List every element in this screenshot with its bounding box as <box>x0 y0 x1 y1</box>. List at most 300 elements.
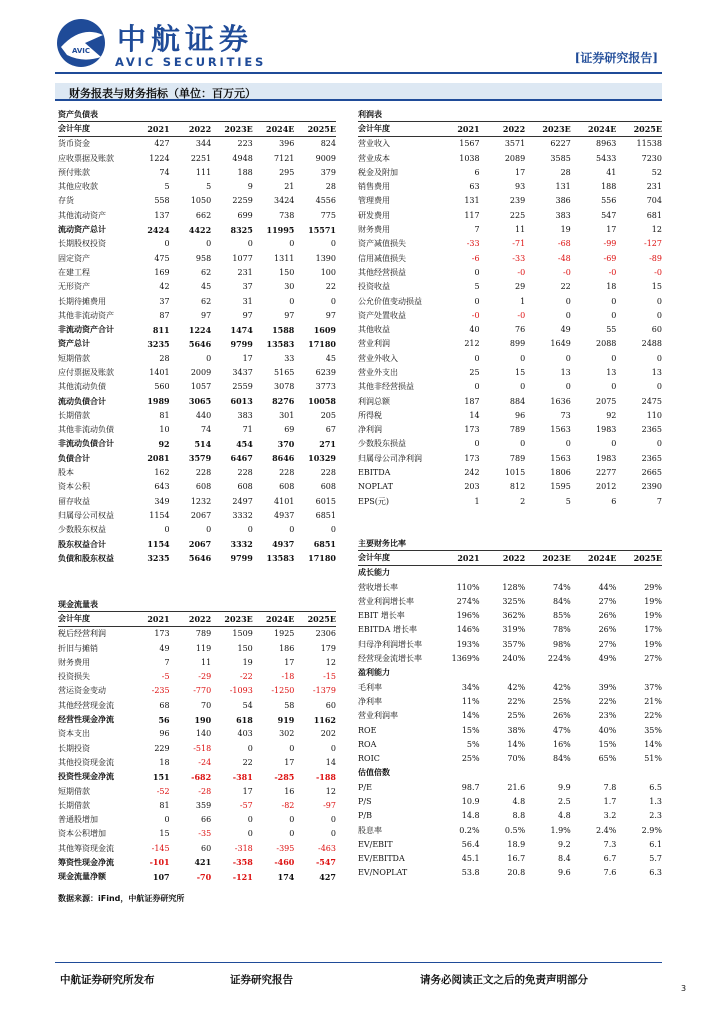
row-value: 1588 <box>272 324 295 335</box>
row-value: 60 <box>325 700 336 710</box>
row-label: 筹资性现金净流 <box>58 856 114 867</box>
table-title-text: 现金流量表 <box>58 599 98 610</box>
row-value: 16 <box>284 786 295 796</box>
row-value: 196% <box>456 611 480 621</box>
row-value: 15 <box>515 367 526 377</box>
row-label: 归母净利润增长率 <box>358 639 422 649</box>
row-value: 240% <box>502 654 526 664</box>
row-label: 其他应收款 <box>58 182 98 192</box>
table-row <box>358 623 662 637</box>
row-value: 47% <box>553 725 571 735</box>
table-row <box>358 465 662 479</box>
row-value: 699 <box>237 210 253 220</box>
row-value: 1154 <box>149 510 170 520</box>
row-value: 4.8 <box>512 796 526 806</box>
row-value: 0 <box>611 296 617 306</box>
row-value: 12 <box>651 225 662 235</box>
row-value: 0 <box>474 439 480 449</box>
row-value: 5.7 <box>649 854 662 864</box>
row-value: 15571 <box>308 224 336 235</box>
row-value: 0 <box>330 743 336 753</box>
data-source-note: 数据来源：iFind，中航证券研究所 <box>58 894 185 903</box>
row-value: 662 <box>195 210 212 220</box>
row-value: 173 <box>464 453 480 463</box>
row-value: 643 <box>154 482 170 492</box>
row-value: 28 <box>159 353 170 363</box>
table-row <box>58 827 336 841</box>
table-row <box>358 294 662 308</box>
row-value: 28 <box>325 182 336 192</box>
table-row <box>58 151 336 165</box>
row-value: 63 <box>469 182 480 192</box>
row-label: 营业收入 <box>358 139 390 149</box>
row-value: 62 <box>201 267 212 277</box>
row-value: 4422 <box>188 224 212 235</box>
table-row <box>358 308 662 322</box>
row-label: 其他经营现金流 <box>58 700 114 710</box>
row-value: 16.7 <box>507 854 526 864</box>
row-value: 2009 <box>190 367 212 377</box>
row-value: 228 <box>195 468 212 478</box>
row-value: 146% <box>456 625 480 635</box>
table-row <box>58 508 336 522</box>
row-value: 0 <box>247 815 253 825</box>
row-value: 2.9% <box>641 825 662 835</box>
row-value: 40% <box>598 725 617 735</box>
row-value: 27% <box>644 654 662 664</box>
row-label: 其他投资现金流 <box>58 757 114 767</box>
row-label: 资产处置收益 <box>358 310 406 320</box>
table-row <box>58 237 336 251</box>
row-value: 1474 <box>230 324 253 335</box>
row-value: 8276 <box>272 396 295 407</box>
avic-logo-icon <box>55 17 107 69</box>
row-value: 173 <box>464 425 480 435</box>
row-value: 5 <box>565 496 571 506</box>
row-value: -29 <box>198 672 212 682</box>
row-value: 13583 <box>266 338 295 349</box>
row-value: 3.2 <box>603 811 617 821</box>
table-row <box>358 208 662 222</box>
row-value: -33 <box>512 253 526 263</box>
row-value: -97 <box>323 800 336 810</box>
row-label: 净利率 <box>358 696 382 706</box>
row-value: 51% <box>644 754 662 764</box>
row-value: 6.7 <box>603 854 617 864</box>
row-label: 会计年度 <box>358 123 390 134</box>
row-value: 2021 <box>147 123 170 134</box>
row-value: 2365 <box>641 425 662 435</box>
table-row <box>58 165 336 179</box>
table-row <box>58 380 336 394</box>
row-value: 54 <box>242 700 253 710</box>
row-value: 427 <box>154 139 170 149</box>
row-label: 毛利率 <box>358 682 382 692</box>
table-row <box>358 637 662 651</box>
row-label: 其他筹资现金流 <box>58 843 114 853</box>
row-label: 会计年度 <box>58 613 90 624</box>
row-value: 0 <box>289 525 295 535</box>
row-value: 11538 <box>636 139 662 149</box>
ratio-group-label: 盈利能力 <box>358 667 390 678</box>
row-value: 49% <box>598 654 617 664</box>
table-row <box>58 627 336 641</box>
row-value: 1038 <box>459 153 480 163</box>
row-value: 62 <box>201 296 212 306</box>
row-value: 25% <box>507 711 526 721</box>
row-label: EV/NOPLAT <box>358 868 408 878</box>
row-value: 2025E <box>307 613 336 624</box>
row-value: 4948 <box>232 153 253 163</box>
row-value: 1390 <box>315 253 336 263</box>
row-value: 7.6 <box>603 868 617 878</box>
row-value: -35 <box>198 829 212 839</box>
table-total-row <box>58 712 336 726</box>
row-value: 205 <box>320 410 336 420</box>
row-value: 0 <box>656 296 662 306</box>
row-value: 44% <box>598 582 617 592</box>
row-value: 3571 <box>504 139 526 149</box>
row-value: 5 <box>206 182 212 192</box>
row-value: 15% <box>461 725 480 735</box>
row-value: 97 <box>284 310 295 320</box>
row-value: 25% <box>461 754 480 764</box>
row-value: 15 <box>651 282 662 292</box>
row-value: 17% <box>644 625 662 635</box>
row-value: 1077 <box>232 253 253 263</box>
row-value: -318 <box>234 843 253 853</box>
row-value: 2024E <box>266 613 295 624</box>
row-value: 45 <box>325 353 336 363</box>
row-value: 1.7 <box>603 796 617 806</box>
table-row <box>58 294 336 308</box>
row-value: 42% <box>553 682 571 692</box>
row-value: 403 <box>237 729 253 739</box>
row-label: 投资损失 <box>58 672 90 682</box>
row-value: 2021 <box>457 123 480 134</box>
row-value: 169 <box>154 267 170 277</box>
row-label: EPS(元) <box>358 496 389 506</box>
table-row <box>358 608 662 622</box>
row-label: 应付票据及账款 <box>58 367 114 377</box>
table-row <box>358 351 662 365</box>
row-label: 投资收益 <box>358 282 390 292</box>
row-value: -69 <box>603 253 617 263</box>
row-value: 2.4% <box>596 825 617 835</box>
table-title-text: 利润表 <box>358 109 382 120</box>
row-value: 919 <box>277 714 295 725</box>
row-value: 2.3 <box>649 811 662 821</box>
row-value: 69 <box>284 425 295 435</box>
row-value: 1563 <box>550 453 571 463</box>
row-value: 10 <box>159 425 170 435</box>
row-value: 3773 <box>315 382 336 392</box>
row-value: 812 <box>509 482 526 492</box>
row-label: 税金及附加 <box>358 167 398 177</box>
row-value: 22 <box>242 757 253 767</box>
footer-report-type: 证券研究报告 <box>230 974 293 986</box>
row-value: 2022 <box>188 613 212 624</box>
row-value: 8963 <box>596 139 617 149</box>
row-value: -0 <box>517 267 526 277</box>
row-label: 应收票据及账款 <box>58 153 114 163</box>
row-value: 6.1 <box>649 839 662 849</box>
row-label: 股息率 <box>358 825 382 835</box>
row-value: 2025E <box>633 552 662 563</box>
row-label: EBITDA <box>358 468 391 478</box>
footer-disclaimer: 请务必阅读正文之后的免责声明部分 <box>420 974 588 986</box>
table-row <box>358 237 662 251</box>
row-value: 454 <box>236 438 253 449</box>
row-label: 其他非流动资产 <box>58 310 114 320</box>
row-label: P/B <box>358 811 372 821</box>
table-row <box>58 465 336 479</box>
row-value: 21.6 <box>507 782 526 792</box>
row-label: 资产减值损失 <box>358 239 406 249</box>
row-value: 1595 <box>550 482 571 492</box>
row-value: 12 <box>325 786 336 796</box>
row-value: 547 <box>601 210 617 220</box>
row-value: 98.7 <box>461 782 480 792</box>
row-value: 223 <box>237 139 253 149</box>
row-value: -22 <box>239 672 253 682</box>
row-value: -460 <box>274 857 295 868</box>
row-value: 1057 <box>190 382 212 392</box>
row-value: 2259 <box>232 196 253 206</box>
table-header-row <box>58 122 336 136</box>
table-row <box>358 408 662 422</box>
row-value: 5 <box>474 282 480 292</box>
row-value: 66 <box>201 815 212 825</box>
table-row <box>358 723 662 737</box>
table-row <box>358 480 662 494</box>
row-value: 0 <box>206 525 212 535</box>
row-value: 0 <box>611 382 617 392</box>
row-value: -121 <box>232 871 253 882</box>
row-value: -18 <box>281 672 295 682</box>
row-value: 0 <box>330 525 336 535</box>
row-value: 231 <box>237 267 253 277</box>
table-row <box>358 651 662 665</box>
row-value: 2075 <box>596 396 617 406</box>
row-value: 117 <box>464 210 480 220</box>
row-value: 9009 <box>315 153 336 163</box>
row-value: 3585 <box>550 153 571 163</box>
row-label: 其他流动资产 <box>58 210 106 220</box>
row-label: 货币资金 <box>58 139 90 149</box>
row-value: 608 <box>279 482 295 492</box>
row-value: 3579 <box>188 453 212 464</box>
row-value: 2022 <box>502 123 526 134</box>
row-value: 228 <box>320 468 336 478</box>
row-value: 3078 <box>274 382 295 392</box>
row-value: 49 <box>159 643 170 653</box>
row-value: -127 <box>643 239 662 249</box>
row-label: 资产总计 <box>58 338 90 349</box>
table-row <box>58 179 336 193</box>
row-value: 21% <box>644 696 662 706</box>
row-value: 2277 <box>596 468 617 478</box>
row-value: 6239 <box>315 367 336 377</box>
ratio-group-title <box>358 566 662 580</box>
row-value: 34% <box>461 682 480 692</box>
row-value: 228 <box>237 468 253 478</box>
row-label: EV/EBITDA <box>358 854 405 864</box>
row-value: 188 <box>237 167 253 177</box>
row-value: 0 <box>164 239 170 249</box>
row-value: 2475 <box>641 396 662 406</box>
row-value: -235 <box>151 686 170 696</box>
row-value: 4556 <box>315 196 336 206</box>
row-value: 10329 <box>308 453 336 464</box>
row-value: 60 <box>201 843 212 853</box>
row-label: ROIC <box>358 754 380 764</box>
table-row <box>58 669 336 683</box>
row-value: 70% <box>507 754 526 764</box>
row-value: 362% <box>502 611 526 621</box>
row-label: P/E <box>358 782 372 792</box>
row-value: 162 <box>154 468 170 478</box>
row-label: 短期借款 <box>58 786 90 796</box>
section-title: 财务报表与财务指标（单位：百万元） <box>69 87 256 100</box>
row-value: -358 <box>232 857 253 868</box>
row-value: 556 <box>601 196 617 206</box>
row-value: 19 <box>242 657 253 667</box>
table-total-row <box>58 437 336 451</box>
row-value: 92 <box>606 410 617 420</box>
row-value: 17180 <box>308 338 336 349</box>
row-value: 2024E <box>588 123 617 134</box>
row-value: 131 <box>555 182 571 192</box>
table-row <box>358 222 662 236</box>
table-row <box>58 308 336 322</box>
table-row <box>58 755 336 769</box>
row-label: ROA <box>358 739 377 749</box>
row-label: 其他非经营损益 <box>358 382 414 392</box>
table-row <box>358 594 662 608</box>
row-value: -0 <box>654 267 662 277</box>
row-label: 现金流量净额 <box>58 871 106 882</box>
table-total-row <box>58 770 336 784</box>
row-label: 公允价值变动损益 <box>358 296 422 306</box>
row-label: 营运资金变动 <box>58 686 106 696</box>
row-value: -6 <box>471 253 480 263</box>
table-row <box>58 365 336 379</box>
row-value: 38% <box>507 725 526 735</box>
table-row <box>358 165 662 179</box>
table-row <box>58 194 336 208</box>
row-value: 0 <box>474 353 480 363</box>
table-total-row <box>58 337 336 351</box>
row-value: 74 <box>159 167 170 177</box>
row-value: 67 <box>325 425 336 435</box>
row-value: 19 <box>560 225 571 235</box>
row-value: -99 <box>603 239 617 249</box>
row-value: 87 <box>159 310 170 320</box>
row-label: 其他非流动负债 <box>58 425 114 435</box>
row-value: 21 <box>284 182 295 192</box>
row-value: 3424 <box>274 196 295 206</box>
row-value: 137 <box>154 210 170 220</box>
table-row <box>58 265 336 279</box>
row-value: 2365 <box>641 453 662 463</box>
row-value: 71 <box>242 425 253 435</box>
row-value: 81 <box>159 410 170 420</box>
table-row <box>358 280 662 294</box>
table-row <box>58 784 336 798</box>
row-value: 2089 <box>504 153 526 163</box>
row-label: 负债合计 <box>58 452 90 463</box>
row-label: 长期股权投资 <box>58 239 106 249</box>
row-value: -68 <box>557 239 571 249</box>
financial-ratios-table <box>358 537 662 880</box>
row-value: 1.3 <box>649 796 662 806</box>
row-value: 789 <box>509 453 526 463</box>
row-value: 2021 <box>457 552 480 563</box>
row-value: 1232 <box>190 496 212 506</box>
row-label: 财务费用 <box>58 657 90 667</box>
row-value: 27% <box>598 639 617 649</box>
row-value: 824 <box>320 139 336 149</box>
row-value: 0 <box>247 239 253 249</box>
row-value: 775 <box>320 210 336 220</box>
row-value: -463 <box>317 843 336 853</box>
row-value: 9.2 <box>558 839 571 849</box>
row-value: 2559 <box>232 382 253 392</box>
row-value: 13 <box>560 367 571 377</box>
row-value: -71 <box>512 239 526 249</box>
row-value: 0 <box>289 239 295 249</box>
row-value: 30 <box>284 282 295 292</box>
row-value: 119 <box>195 643 212 653</box>
row-value: 224% <box>547 654 571 664</box>
row-value: 0 <box>565 382 571 392</box>
row-value: 0 <box>565 439 571 449</box>
row-value: 1154 <box>147 539 170 550</box>
row-label: 管理费用 <box>358 196 390 206</box>
row-label: 归属母公司净利润 <box>358 453 422 463</box>
row-value: 379 <box>320 167 336 177</box>
row-value: 1311 <box>274 253 295 263</box>
row-value: 19% <box>644 639 662 649</box>
row-value: 2081 <box>147 453 170 464</box>
income-statement-table <box>358 108 662 508</box>
row-value: 22% <box>507 696 526 706</box>
row-value: 274% <box>456 596 480 606</box>
company-logo <box>55 17 285 75</box>
row-value: 1050 <box>190 196 212 206</box>
row-value: 7 <box>656 496 662 506</box>
row-value: 37 <box>242 282 253 292</box>
row-value: -381 <box>232 771 253 782</box>
balance-sheet-table <box>58 108 336 566</box>
row-value: 65% <box>598 754 617 764</box>
row-value: 6 <box>611 496 617 506</box>
row-value: 359 <box>195 800 212 810</box>
row-value: 190 <box>194 714 212 725</box>
row-value: 1015 <box>504 468 526 478</box>
row-value: 151 <box>152 771 170 782</box>
row-label: 研发费用 <box>358 210 390 220</box>
row-value: 2025E <box>633 123 662 134</box>
row-value: 19% <box>644 596 662 606</box>
row-label: 销售费用 <box>358 182 390 192</box>
row-value: 301 <box>279 410 295 420</box>
row-value: 7 <box>474 225 480 235</box>
row-value: 10.9 <box>461 796 480 806</box>
table-row <box>58 423 336 437</box>
row-value: 17 <box>242 786 253 796</box>
